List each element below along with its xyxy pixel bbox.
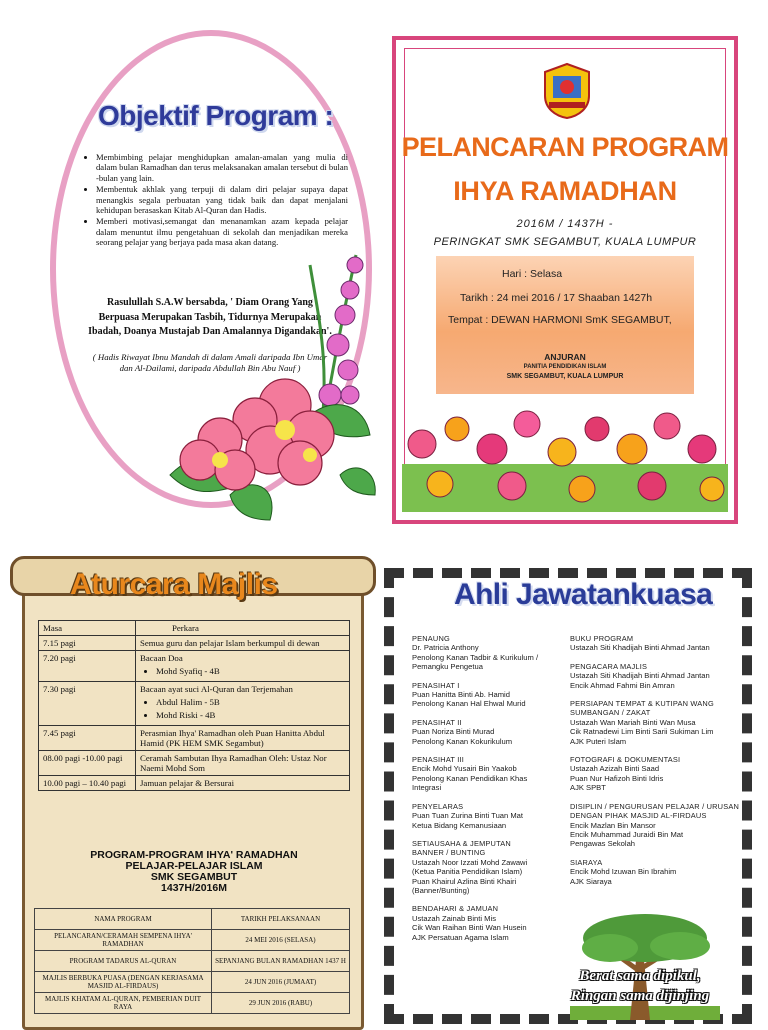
participant: • Mohd Riski - 4B	[156, 710, 345, 720]
schedule-time: 7.45 pagi	[39, 726, 136, 751]
schedule-time: 7.30 pagi	[39, 682, 136, 726]
ajk-member: Puan Nur Hafizoh Binti Idris	[570, 773, 664, 783]
ajk-member: (Banner/Bunting)	[412, 885, 470, 895]
ajk-member: Encik Mazlan Bin Mansor	[570, 820, 656, 830]
schedule-header-masa: Masa	[39, 621, 136, 636]
ajk-member: AJK SPBT	[570, 783, 606, 793]
ajk-member: Ustazah Azizah Binti Saad	[570, 764, 660, 774]
schedule-participants	[140, 697, 345, 720]
schedule-row	[39, 651, 350, 682]
schedule-header-row	[39, 621, 350, 636]
ajk-block	[570, 662, 740, 690]
ajk-block	[412, 802, 562, 830]
ajk-role: PENASIHAT II	[412, 717, 462, 727]
poster-title-line2: IHYA RAMADHAN	[453, 176, 677, 206]
schedule-time: 08.00 pagi -10.00 pagi	[39, 751, 136, 776]
program-row	[35, 972, 350, 993]
ajk-role: SIARAYA	[570, 857, 603, 867]
ajk-member: Ustazah Zainab Binti Mis	[412, 913, 496, 923]
ajk-member: AJK Siaraya	[570, 876, 612, 886]
ajk-title: Ahli Jawatankuasa	[454, 578, 713, 611]
organizer-label: ANJURAN	[544, 352, 586, 362]
ajk-role: BANNER / BUNTING	[412, 848, 486, 858]
schedule-activity: Jamuan pelajar & Bersurai	[136, 776, 350, 791]
ajk-block	[570, 858, 740, 886]
ajk-left-column	[412, 634, 562, 951]
event-day: Hari : Selasa	[502, 268, 563, 280]
ajk-member: Encik Mohd Izuwan Bin Ibrahim	[570, 867, 677, 877]
organizer-panel: PANITIA PENDIDIKAN ISLAM	[523, 364, 607, 370]
ajk-member: Encik Ahmad Fahmi Bin Amran	[570, 680, 675, 690]
ajk-member: Penolong Kanan Pendidikan Khas	[412, 773, 528, 783]
schedule-cell	[136, 651, 350, 682]
objektif-item: • Memberi motivasi,semangat dan menanamkan azam kepada pelajar dalam menuntut ilmu pengetahuan di sekolah dan menjadikan mereka seorang pelajar yang berjaya pada masa akan datang.	[96, 216, 348, 247]
ajk-role: SETIAUSAHA & JEMPUTAN	[412, 838, 511, 848]
ajk-role: PENGACARA MAJLIS	[570, 661, 648, 671]
flower-illustration	[160, 245, 385, 530]
ajk-member: (Ketua Panitia Pendidikan Islam)	[412, 867, 523, 877]
ajk-member: Penolong Kanan Tadbir & Kurikulum /	[412, 652, 539, 662]
motto-line: Ringan sama dijinjing	[570, 988, 710, 1004]
schedule-row	[39, 726, 350, 751]
program-row	[35, 951, 350, 972]
program-row	[35, 993, 350, 1014]
school-crest-logo	[541, 62, 593, 120]
schedule-activity: Semua guru dan pelajar Islam berkumpul di dewan	[136, 636, 350, 651]
schedule-cell	[136, 682, 350, 726]
ajk-block	[412, 755, 562, 793]
ajk-member: Penolong Kanan Hal Ehwal Murid	[412, 699, 526, 709]
ajk-role: FOTOGRAFI & DOKUMENTASI	[570, 755, 681, 765]
aturcara-title: Aturcara Majlis	[70, 568, 278, 601]
program-date: SEPANJANG BULAN RAMADHAN 1437 H	[212, 951, 350, 972]
event-info-box	[436, 256, 694, 394]
ajk-role: BENDAHARI & JAMUAN	[412, 904, 499, 914]
ajk-role: PENASIHAT I	[412, 680, 460, 690]
flower-garden-illustration	[402, 404, 728, 512]
organizer-school: SMK SEGAMBUT, KUALA LUMPUR	[506, 373, 624, 380]
schedule-time: 10.00 pagi – 10.40 pagi	[39, 776, 136, 791]
schedule-time: 7.20 pagi	[39, 651, 136, 682]
ajk-member: Puan Hanitta Binti Ab. Hamid	[412, 690, 510, 700]
schedule-activity: Ceramah Sambutan Ihya Ramadhan Oleh: Ustaz Nor Naemi Mohd Som	[136, 751, 350, 776]
ajk-block	[412, 904, 562, 942]
ajk-role: PERSIAPAN TEMPAT & KUTIPAN WANG	[570, 699, 714, 709]
objektif-list	[82, 152, 348, 249]
program-heading-line: SMK SEGAMBUT	[150, 871, 238, 883]
schedule-table	[38, 620, 350, 791]
participant: • Abdul Halim - 5B	[156, 697, 345, 707]
ajk-member: Encik Muhammad Juraidi Bin Mat	[570, 829, 684, 839]
objektif-title: Objektif Program :	[98, 100, 334, 131]
objektif-panel	[0, 0, 384, 540]
objektif-item: • Membentuk akhlak yang terpuji di dalam diri pelajar supaya dapat menangkis segala perbuatan yang tidak baik dan dapat menjalani kehidupan berasaskan Kitab Al-Quran dan Hadis.	[96, 184, 348, 215]
motto-line: Berat sama dipikul,	[579, 968, 701, 984]
program-table	[34, 908, 350, 1014]
ajk-role: PENYELARAS	[412, 801, 464, 811]
ajk-role: BUKU PROGRAM	[570, 634, 634, 643]
program-heading	[38, 850, 350, 894]
ajk-member: Dr. Patricia Anthony	[412, 643, 479, 653]
schedule-activity: Bacaan Doa	[140, 653, 183, 663]
event-venue: Tempat : DEWAN HARMONI SmK SEGAMBUT,	[448, 314, 672, 326]
ajk-member: Puan Noriza Binti Murad	[412, 727, 495, 737]
ajk-block	[570, 699, 740, 746]
ajk-block	[570, 634, 740, 653]
schedule-row	[39, 776, 350, 791]
ajk-member: Puan Khairul Azlina Binti Khairi	[412, 876, 517, 886]
participant: • Mohd Syafiq - 4B	[156, 666, 345, 676]
ajk-block	[570, 755, 740, 793]
hadith-source: ( Hadis Riwayat Ibnu Mandah di dalam Amali daripada Ibn Umar dan Al-Dailami, daripada Abdullah Bin Abu Nauf )	[92, 352, 328, 373]
ajk-member: Ustazah Siti Khadijah Binti Ahmad Jantan	[570, 643, 710, 653]
ajk-member: Cik Ratnadewi Lim Binti Sarii Sukiman Lim	[570, 727, 714, 737]
ajk-member: Cik Wan Raihan Binti Wan Husein	[412, 923, 527, 933]
ajk-role: DISIPLIN / PENGURUSAN PELAJAR / URUSAN	[570, 801, 739, 811]
ajk-member: Penolong Kanan Kokurikulum	[412, 736, 513, 746]
ajk-member: Encik Mohd Yusairi Bin Yaakob	[412, 764, 517, 774]
poster-title-line1: PELANCARAN PROGRAM	[401, 132, 729, 162]
schedule-activity: Bacaan ayat suci Al-Quran dan Terjemahan	[140, 684, 293, 694]
program-heading-line: 1437H/2016M	[161, 882, 227, 894]
motto-text	[545, 966, 735, 1006]
ajk-role: PENAUNG	[412, 634, 450, 643]
ajk-member: Ustazah Noor Izzati Mohd Zawawi	[412, 857, 528, 867]
schedule-row	[39, 636, 350, 651]
program-date: 24 JUN 2016 (JUMAAT)	[212, 972, 350, 993]
ajk-right-column	[570, 634, 740, 895]
ajk-member: Ustazah Wan Mariah Binti Wan Musa	[570, 717, 696, 727]
program-heading-line: PROGRAM-PROGRAM IHYA' RAMADHAN	[90, 849, 298, 861]
program-name: MAJLIS BERBUKA PUASA (DENGAN KERJASAMA MASJID AL-FIRDAUS)	[35, 972, 212, 993]
ajk-role: PENASIHAT III	[412, 755, 465, 765]
ajk-member: Ustazah Siti Khadijah Binti Ahmad Jantan	[570, 671, 710, 681]
hadith-quote: Rasulullah S.A.W bersabda, ' Diam Orang Yang Berpuasa Merupakan Tasbih, Tidurnya Merupakan Ibadah, Doanya Mustajab Dan Amalannya Digandakan'.	[88, 297, 332, 337]
ajk-member: AJK Persatuan Agama Islam	[412, 932, 509, 942]
schedule-header-perkara: Perkara	[136, 621, 350, 636]
poster-panel	[392, 36, 738, 524]
program-header-tarikh: TARIKH PELAKSANAAN	[212, 909, 350, 930]
program-name: MAJLIS KHATAM AL-QURAN, PEMBERIAN DUIT RAYA	[35, 993, 212, 1014]
ajk-block	[412, 681, 562, 709]
schedule-activity: Perasmian Ihya' Ramadhan oleh Puan Hanitta Abdul Hamid (PK HEM SMK Segambut)	[136, 726, 350, 751]
schedule-time: 7.15 pagi	[39, 636, 136, 651]
poster-level: PERINGKAT SMK SEGAMBUT, KUALA LUMPUR	[433, 236, 697, 248]
program-header-nama: NAMA PROGRAM	[35, 909, 212, 930]
ajk-block	[412, 634, 562, 672]
schedule-row	[39, 751, 350, 776]
program-row	[35, 930, 350, 951]
program-heading-line: PELAJAR-PELAJAR ISLAM	[125, 860, 263, 872]
program-date: 29 JUN 2016 (RABU)	[212, 993, 350, 1014]
schedule-row	[39, 682, 350, 726]
event-date: Tarikh : 24 mei 2016 / 17 Shaaban 1427h	[460, 292, 653, 304]
program-name: PROGRAM TADARUS AL-QURAN	[35, 951, 212, 972]
ajk-block	[570, 802, 740, 849]
objektif-item: • Membimbing pelajar menghidupkan amalan-amalan yang mulia di dalam bulan Ramadhan dan terus melaksanakan amalan tersebut di bulan -bulan yang lain.	[96, 152, 348, 183]
ajk-member: AJK Puteri Islam	[570, 736, 627, 746]
program-name: PELANCARAN/CERAMAH SEMPENA IHYA' RAMADHAN	[35, 930, 212, 951]
program-header-row	[35, 909, 350, 930]
ajk-role: SUMBANGAN / ZAKAT	[570, 708, 651, 718]
program-date: 24 MEI 2016 (SELASA)	[212, 930, 350, 951]
ajk-block	[412, 718, 562, 746]
ajk-member: Puan Tuan Zurina Binti Tuan Mat	[412, 811, 524, 821]
ajk-member: Ketua Bidang Kemanusiaan	[412, 820, 507, 830]
ajk-member: Pemangku Pengetua	[412, 662, 483, 672]
ajk-member: Integrasi	[412, 783, 442, 793]
ajk-block	[412, 839, 562, 895]
ajk-role: DENGAN PIHAK MASJID AL-FIRDAUS	[570, 811, 707, 821]
poster-year: 2016M / 1437H -	[516, 218, 614, 230]
ajk-member: Pengawas Sekolah	[570, 839, 636, 849]
schedule-participants	[140, 666, 345, 676]
